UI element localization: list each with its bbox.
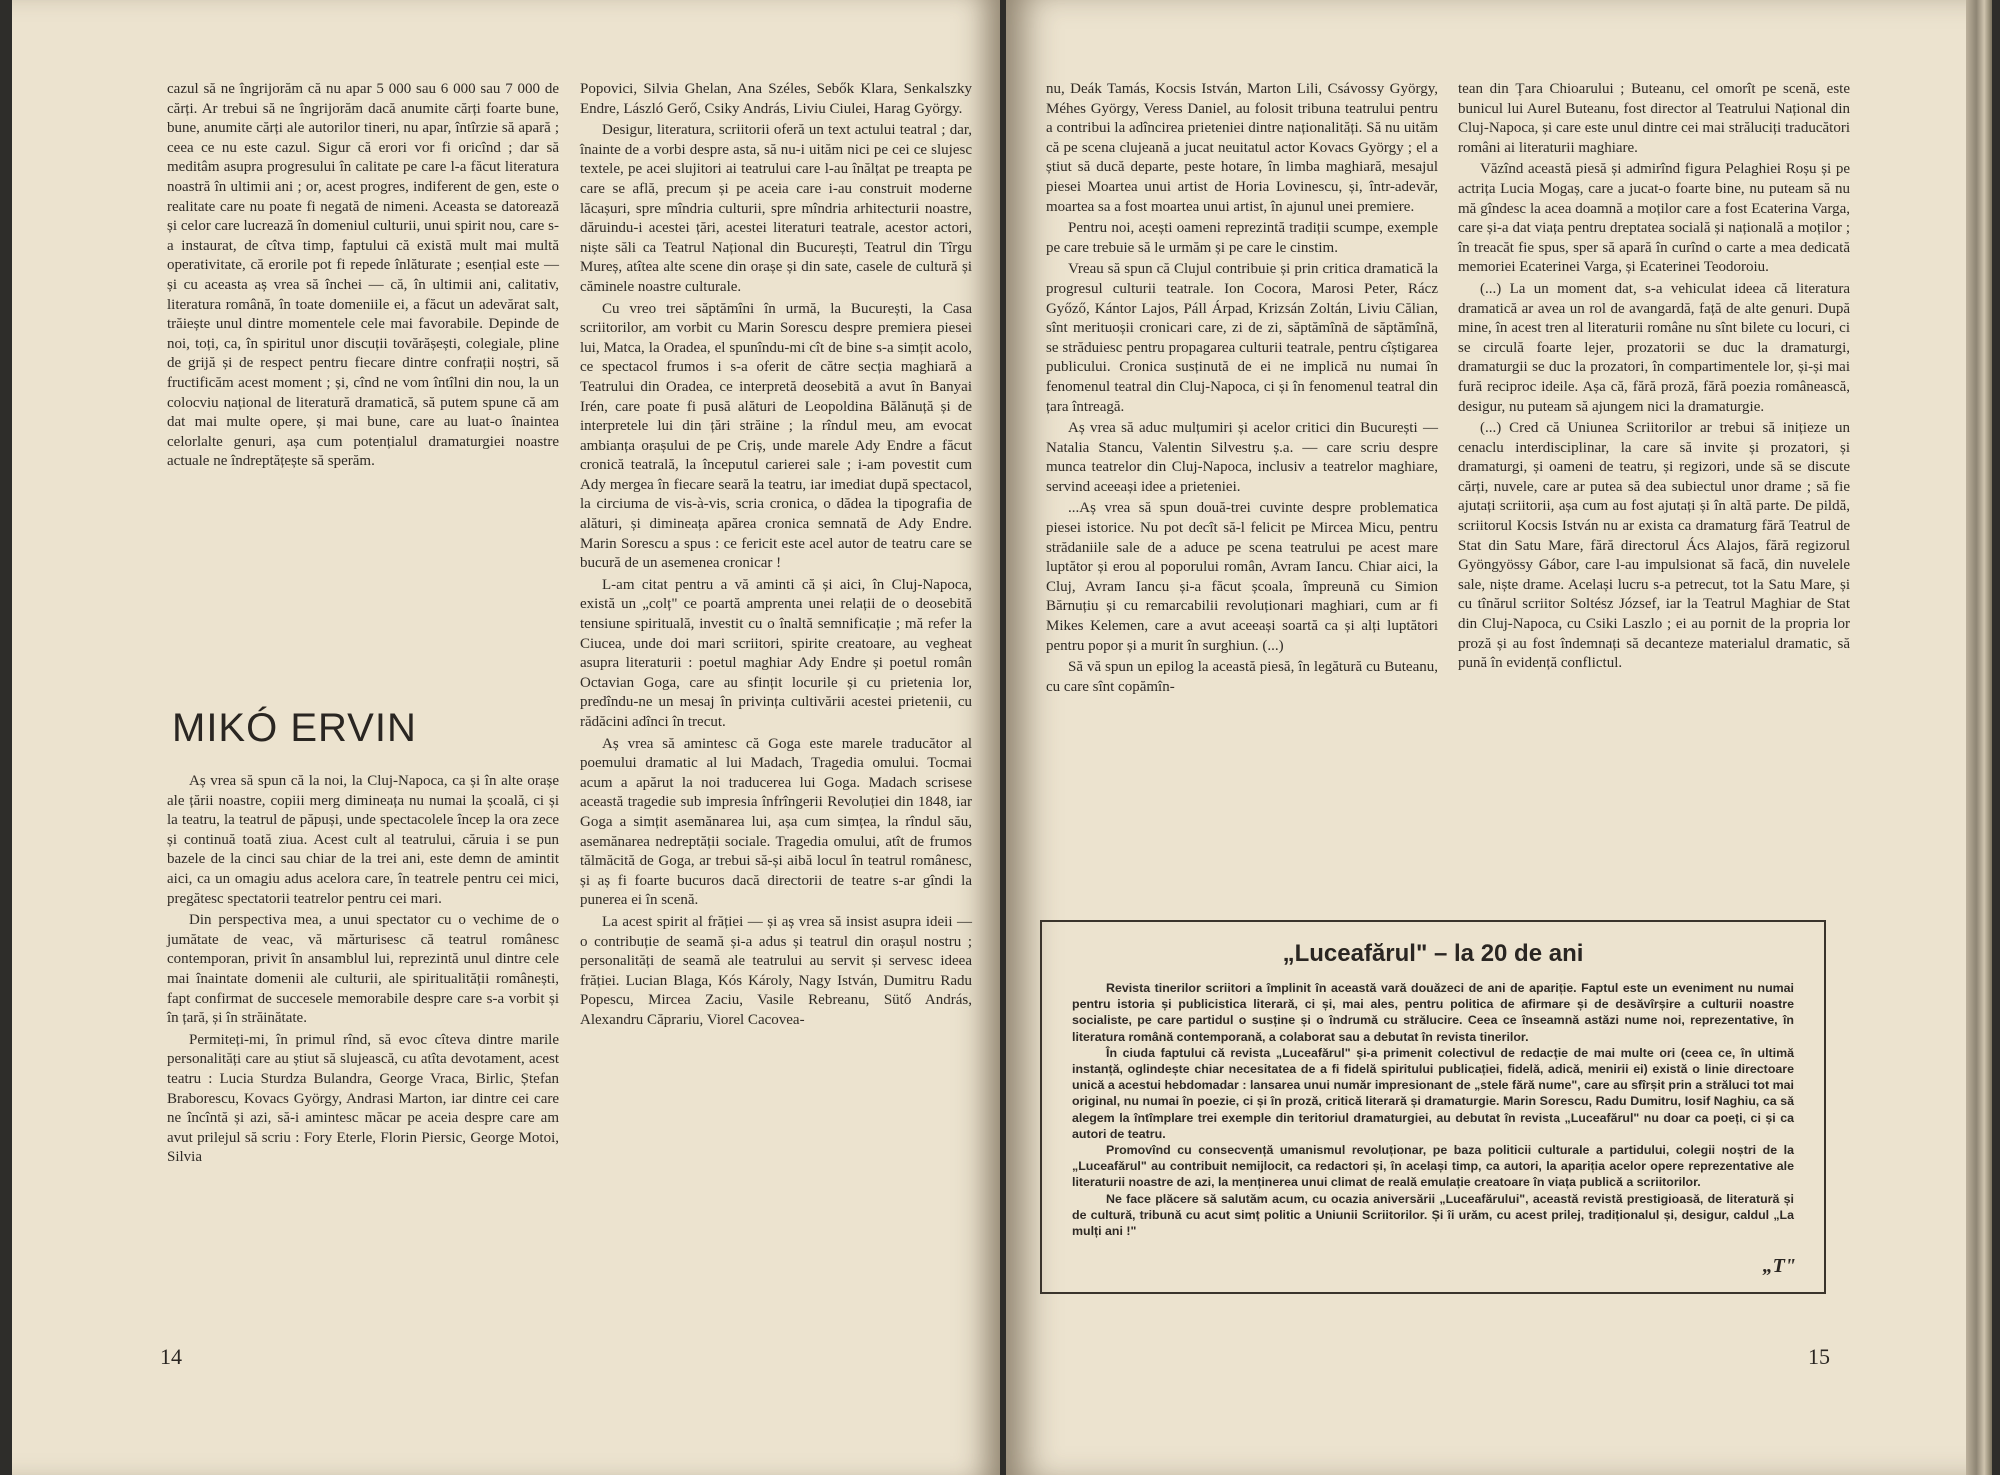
article-paragraph: (...) Cred că Uniunea Scriitorilor ar trebui să inițieze un cenaclu interdisciplinar, la care să invite și prozatori, și dramaturgi, și oameni de teatru, și regizori, unde să se discute cărți, nuvele, care ar putea să dea subiectul unor drame ; să fie ajutați scriitorii, așa cum au fost ajutați și în altă parte. De pildă, scriitorul Kocsis István nu ar exista ca dramaturg fără Teatrul de Stat din Satu Mare, fără directorul Ács Alajos, fără regizorul Gyöngyössy Gábor, care l-au impulsionat să facă, din nuvelele sale, niște drame. Același lucru s-a petrecut, tot la Satu Mare, și cu tînărul scriitor Soltész József, iar la Teatrul Maghiar de Stat din Cluj-Napoca, cu Csiki Laszlo ; ei au pornit de la propria lor proză și au fost îndemnați să decanteze materialul dramatic, să pună în evidență conflictul. (1458, 420, 1850, 672)
page-number: 15 (1808, 1344, 1830, 1369)
box-title: „Luceafărul" – la 20 de ani (1282, 940, 1584, 967)
article-paragraph: ...Aș vrea să spun două-trei cuvinte despre problematica piesei istorice. Nu pot decît să-l felicit pe Mircea Micu, pentru strădaniile sale de a aduce pe scena teatrului pe acest mare luptător și erou al poporului român, Avram Iancu. Chiar aici, la Cluj, Avram Iancu și-a făcut școala, împreună cu Simion Bărnuțiu și cu remarcabilii revoluționari maghiari, cum ar fi Mikes Kelemen, care a avut aceeași soartă ca și alți luptători pentru popor și a murit în surghiun. (...) (1046, 500, 1438, 654)
left-page-column-1-bottom (167, 772, 559, 1168)
article-paragraph: (...) La un moment dat, s-a vehiculat ideea că literatura dramatică ar avea un rol de avangardă, față de alte genuri. După mine, în acest tren al literaturii române nu sînt bilete cu locuri, ci se circulă foarte lejer, prozatorii se duc la dramaturgi, dramaturgii se duc la prozatori, în compartimentele lor, și-și mai fură reciproc ideile. Așa că, fără proză, fără poezia românească, desigur, nu puteam să ajungem nici la dramaturgie. (1458, 280, 1850, 415)
article-paragraph: Aș vrea să aduc mulțumiri și acelor critici din București — Natalia Stancu, Valentin Silvestru ș.a. — care scriu despre munca teatrelor din Cluj-Napoca, inclusiv a teatrelor maghiare, servind aceeași idee a prieteniei. (1046, 420, 1438, 495)
article-paragraph: Să vă spun un epilog la această piesă, în legătură cu Buteanu, cu care sînt copămîn- (1046, 659, 1438, 695)
box-paragraph: Ne face plăcere să salutăm acum, cu ocazia aniversării „Luceafărului", această revistă prestigioasă, de literatură și de cultură, tribună cu acut simț politic a Uniunii Scriitorilor. Și îi urăm, cu acest prilej, tradiționalul și, desigur, caldul „La mulți ani !" (1072, 1191, 1794, 1239)
article-paragraph: Pentru noi, acești oameni reprezintă tradiții scumpe, exemple pe care trebuie să le urmăm și pe care le cinstim. (1046, 220, 1438, 256)
article-paragraph: La acest spirit al frăției — și aș vrea să insist asupra ideii — o contribuție de seamă și-a adus și teatrul din orașul nostru ; personalități de seamă ale teatrului au servit și servesc ideea frăției. Lucian Blaga, Kós Károly, Nagy István, Dumitru Radu Popescu, Mircea Zaciu, Vasile Rebreanu, Sütő András, Alexandru Căprariu, Viorel Cacovea- (580, 913, 972, 1028)
left-page-column-1-top (167, 80, 559, 472)
box-paragraph: În ciuda faptului că revista „Luceafărul" și-a primenit colectivul de redacție de mai multe ori (ceea ce, în ultimă instanță, oglindește chiar necesitatea de a fi fidelă spiritului publicației, fidelă, adică, menirii ei) există o linie directoare unică a acestui hebdomadar : lansarea unui număr impresionant de „stele fără nume", care au sfîrșit prin a străluci tot mai original, nu numai în poezie, ci și în proză, critică literară și dramaturgie. Marin Sorescu, Radu Dumitru, Iosif Naghiu, ca să alegem la întîmplare trei exemple din teritoriul dramaturgiei, au debutat în revista „Luceafărul" nu doar ca poeți, ci și ca autori de teatru. (1072, 1045, 1794, 1141)
anniversary-box (1040, 920, 1826, 1294)
article-paragraph: Vreau să spun că Clujul contribuie și prin critica dramatică la progresul culturii teatrale. Ion Cocora, Marosi Peter, Rácz Győző, Kántor Lajos, Páll Árpad, Krizsán Zoltán, Liviu Călian, sînt merituoșii cronicari care, zi de zi, săptămînă de săptămînă, se străduiesc pentru propagarea culturii teatrale, pentru cîștigarea publicului. Cronica susținută de ei ne implică nu numai în fenomenul teatral din Cluj-Napoca, ci și în fenomenul teatral din țara întreagă. (1046, 261, 1438, 415)
article-paragraph: Din perspectiva mea, a unui spectator cu o vechime de o jumătate de veac, vă mărturisesc că teatrul românesc contemporan, privit în ansamblul lui, reprezintă unul dintre cele mai înaintate domenii ale culturii, ale spiritualității românești, fapt confirmat de succesele memorabile despre care s-a vorbit și în țară, și în străinătate. (167, 912, 559, 1027)
article-paragraph: Permiteți-mi, în primul rînd, să evoc cîteva dintre marile personalități care au știut să slujească, cu atîta devotament, acest teatru : Lucia Sturdza Bulandra, George Vraca, Birlic, Ștefan Braborescu, Kovacs György, Andrasi Marton, iar dintre cei care ne încîntă și azi, să-i amintesc măcar pe aceia despre care am avut prilejul să scriu : Fory Eterle, Florin Piersic, George Motoi, Silvia (167, 1031, 559, 1166)
right-page-column-2 (1458, 80, 1850, 674)
article-paragraph: Văzînd această piesă și admirînd figura Pelaghiei Roșu și pe actrița Lucia Mogaș, care a jucat-o foarte bine, nu puteam să nu mă gîndesc la acea doamnă a moților care a fost Ecaterina Varga, care și-a dat viața pentru dreptatea socială și națională a moților ; în treacăt fie spus, sper să apară în curînd o carte a mea dedicată memoriei Ecaterinei Varga, și Ecaterinei Teodoroiu. (1458, 161, 1850, 276)
section-title: MIKÓ ERVIN (172, 706, 417, 750)
article-paragraph: Popovici, Silvia Ghelan, Ana Széles, Sebők Klara, Senkalszky Endre, László Gerő, Csiky András, Liviu Ciulei, Harag György. (580, 81, 972, 117)
right-page-column-1 (1046, 80, 1438, 697)
box-signature: „T" (1762, 1255, 1796, 1277)
article-paragraph: Aș vrea să spun că la noi, la Cluj-Napoca, ca și în alte orașe ale țării noastre, copiii merg dimineața nu numai la școală, ci și la teatru, la teatrul de păpuși, unde spectacolele încep la ora zece și continuă toată ziua. Acest cult al teatrului, căruia i se pun bazele de la cinci sau chiar de la trei ani, este demn de amintit aici, ca un omagiu adus acelora care, în teatrele pentru cei mici, pregătesc spectatorii teatrelor pentru cei mari. (167, 773, 559, 907)
box-body (1072, 980, 1794, 1239)
article-paragraph: nu, Deák Tamás, Kocsis István, Marton Lili, Csávossy György, Méhes György, Veress Daniel, au folosit tribuna teatrului pentru a contribui la adîncirea prieteniei dintre naționalități. Să nu uităm că pe scena clujeană a jucat neuitatul actor Kovacs György ; el a știut să ducă departe, peste hotare, în limba maghiară, mesajul piesei Moartea unui artist de Horia Lovinescu, și, într-adevăr, moartea sa a fost moartea unui artist, în ajunul unei premiere. (1046, 81, 1438, 215)
page-number: 14 (160, 1344, 182, 1369)
box-paragraph: Revista tinerilor scriitori a împlinit în această vară douăzeci de ani de apariție. Faptul este un eveniment nu numai pentru istoria și publicistica literară, ci și, mai ales, pentru politica de afirmare și de desăvîrșire a culturii noastre socialiste, pe care partidul o susține și o îndrumă cu strălucire. Ceea ce înseamnă astăzi nume noi, reprezentative, în literatura română contemporană, a colaborat sau a debutat în revista tinerilor. (1072, 981, 1794, 1044)
article-paragraph: tean din Țara Chioarului ; Buteanu, cel omorît pe scenă, este bunicul lui Aurel Buteanu, fost director al Teatrului Național din Cluj-Napoca, și care este unul dintre cei mai străluciți traducători români ai literaturii maghiare. (1458, 81, 1850, 156)
left-page (12, 0, 1000, 1475)
article-paragraph: Aș vrea să amintesc că Goga este marele traducător al poemului dramatic al lui Madach, Tragedia omului. Tocmai acum a apărut la noi traducerea lui Goga. Madach scrisese această tragedie sub impresia înfrîngerii Revoluției din 1848, iar Goga a simțit asemănarea lui, așa cum simțea, la rîndul său, asemănarea nedreptății sociale. Tragedia omului, atît de frumos tălmăcită de Goga, ar trebui să-și aibă locul în teatrul românesc, și aș fi foarte bucuros dacă directorii de teatre s-ar gîndi la punerea ei în scenă. (580, 735, 972, 909)
article-paragraph: Cu vreo trei săptămîni în urmă, la București, la Casa scriitorilor, am vorbit cu Marin Sorescu despre premiera piesei lui, Matca, la Oradea, el spunîndu-mi cît de bine s-a simțit acolo, ce spectacol frumos i s-a oferit de către secția maghiară a Teatrului din Oradea, ce interpretă deosebită a avut în Banyai Irén, care poate fi pusă alături de Leopoldina Bălănuță și de interpretele lui din țări străine ; la rîndul meu, am evocat ambianța orașului de pe Criș, unde marele Ady Endre a făcut cronică teatrală, la începutul carierei sale ; i-am povestit cum Ady mergea în fiecare seară la teatru, iar imediat după spectacol, la circiuma de vis-à-vis, scria cronica, o dădea la tipografia de alături, și dimineața apărea cronica semnată de Ady Endre. Marin Sorescu a spus : ce fericit este acel autor de teatru care se bucură de un asemenea cronicar ! (580, 300, 972, 572)
article-paragraph: cazul să ne îngrijorăm că nu apar 5 000 sau 6 000 sau 7 000 de cărți. Ar trebui să ne îngrijorăm dacă anumite cărți foarte bune, bune, anumite cărți ale autorilor tineri, nu apar, întîrzie să apară ; ceea ce nu este cazul. Sigur că erori vor fi oricînd ; dar să meditâm asupra progresului în calitate pe care l-a făcut literatura noastră în ultimii ani ; or, acest progres, indiferent de gen, este o realitate care nu poate fi negată de nimeni. Aceasta se datorează și celor care lucrează în domeniul culturii, unui spirit nou, care s-a instaurat, de cîtva timp, faptului că există mult mai multă operativitate, că erorile pot fi repede înlăturate ; esențial este — și cu aceasta aș vrea să închei — că, în ultimii ani, calitativ, literatura română, în toate domeniile ei, a făcut un adevărat salt, trăiește unul dintre momentele cele mai favorabile. Depinde de noi, toți, ca, în spiritul unor discuții tovărășești, colegiale, pline de grijă și de respect pentru fiecare dintre confrații noștri, să fructificăm acest moment ; și, cînd ne vom întîlni din nou, la un colocviu național de literatură dramatică, să putem spune că am dat mai multe opere, și mai bune, care au luat-o înaintea celorlalte genuri, așa cum potențialul dramaturgiei noastre actuale ne îndreptățește să sperăm. (167, 81, 559, 470)
article-paragraph: L-am citat pentru a vă aminti că și aici, în Cluj-Napoca, există un „colț" ce poartă amprenta unei relații de o deosebită tensiune spirituală, investit cu o înaltă semnificație ; mă refer la Ciucea, unde doi mari scriitori, spirite creatoare, au vegheat asupra literaturii : poetul maghiar Ady Endre și poetul român Octavian Goga, care au sfințit locurile și cu prietenia lor, predîndu-ne un mesaj în privința cultivării acestei prietenii, cu rădăcini adînci în trecut. (580, 576, 972, 730)
box-paragraph: Promovînd cu consecvență umanismul revoluționar, pe baza politicii culturale a partidului, colegii noștri de la „Luceafărul" au contribuit nemijlocit, ca redactori și, în același timp, ca autori, la apariția acelor opere reprezentative ale literaturii noastre de azi, la menținerea unui climat de reală emulație creatoare în viața publică a scriitorilor. (1072, 1143, 1794, 1190)
article-paragraph: Desigur, literatura, scriitorii oferă un text actului teatral ; dar, înainte de a vorbi despre asta, să nu-i uităm nici pe cei ce slujesc textele, pe acei slujitori ai teatrului care l-au înălțat pe treapta pe care se află, precum și pe aceia care i-au construit moderne lăcașuri, spre mîndria culturii, spre mîndria arhitecturii noastre, dăruindu-i acestei țări, acestei literaturi teatrale, acestor actori, niște săli ca Teatrul Național din București, Teatrul din Tîrgu Mureș, atîtea alte scene din orașe și din sate, casele de cultură și căminele noastre culturale. (580, 122, 972, 295)
left-page-column-2 (580, 80, 972, 1031)
page-edge (1966, 0, 1992, 1475)
